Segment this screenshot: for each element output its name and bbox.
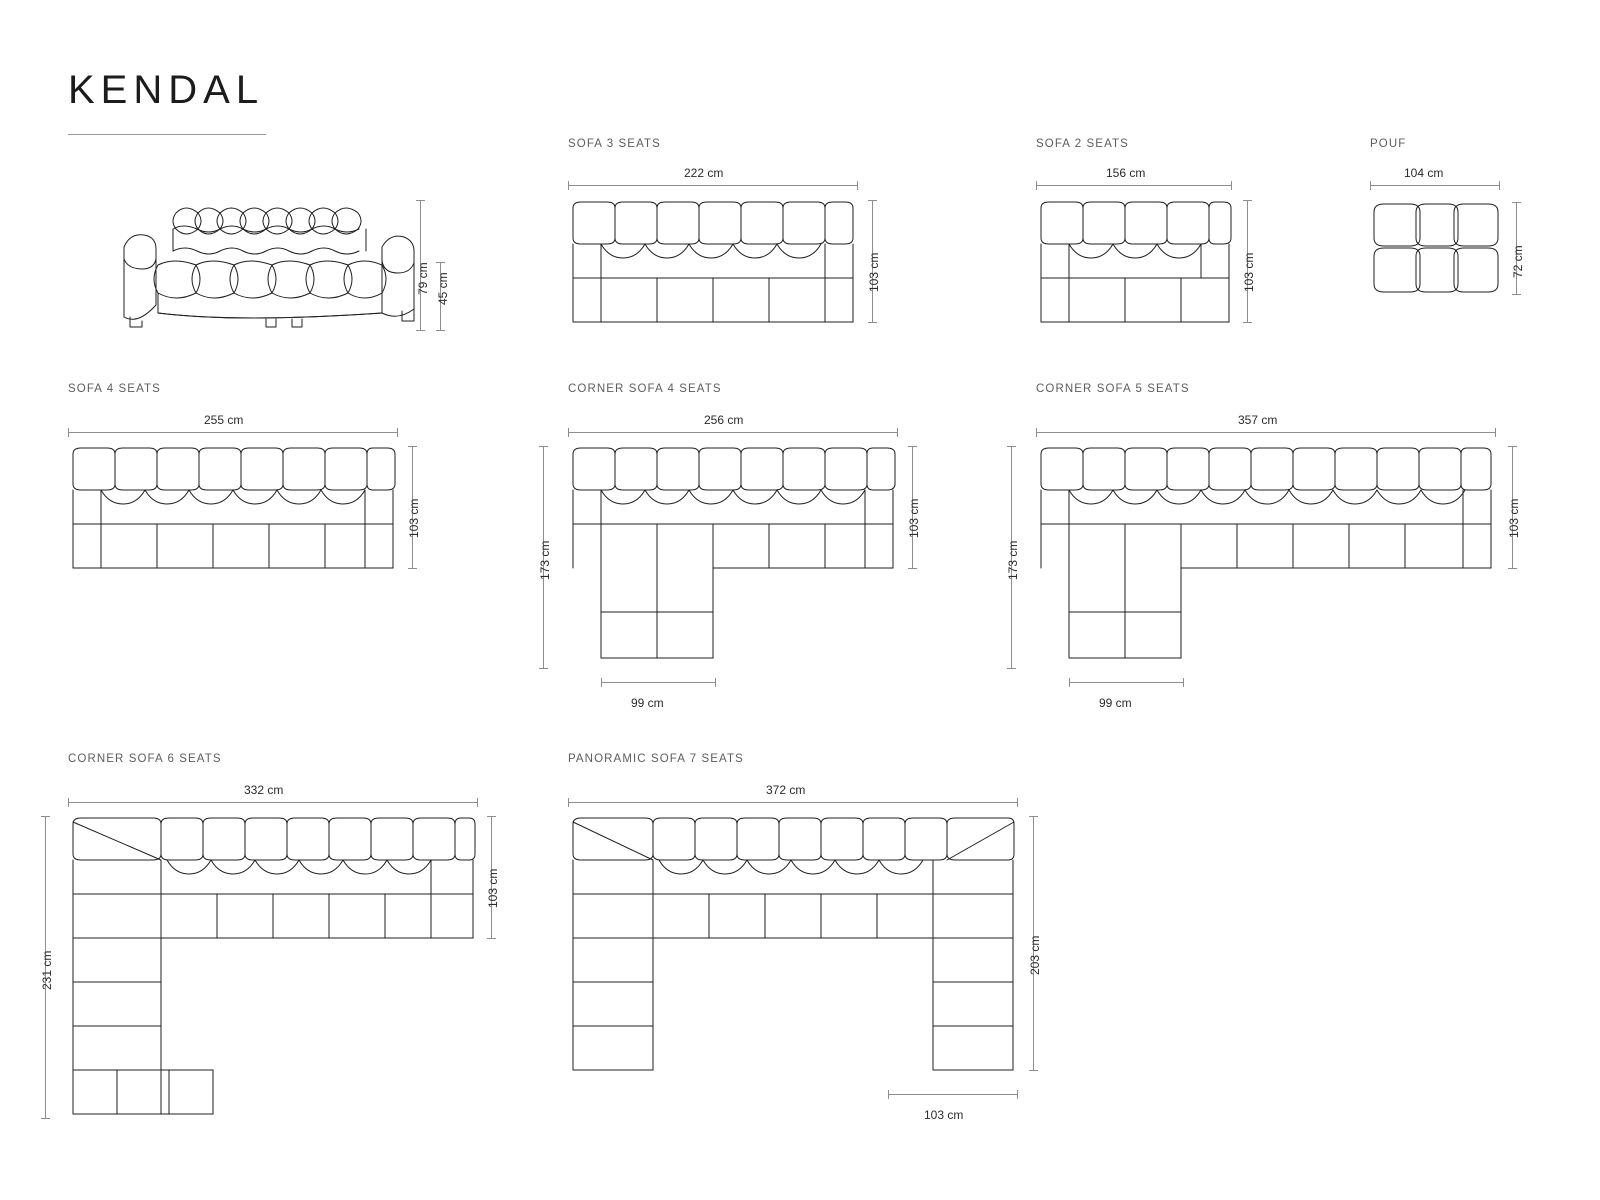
perspective-sofa-drawing	[60, 195, 400, 335]
corner4-width-tick-left	[568, 428, 569, 437]
corner5-dim-arm-width: 99 cm	[1099, 696, 1132, 710]
sofa3-depth-tick-top	[868, 200, 877, 201]
pouf-width-line	[1370, 185, 1500, 186]
persp-dim-tick-bottom	[416, 330, 425, 331]
sofa2-width-tick-right	[1231, 181, 1232, 190]
persp-dim-tick-seat-top	[436, 262, 445, 263]
panoramic-arm-tick-right	[1017, 1090, 1018, 1099]
sofa4-depth-tick-bottom	[408, 568, 417, 569]
corner4-dim-width: 256 cm	[704, 413, 744, 427]
label-corner-sofa-6-seats: CORNER SOFA 6 SEATS	[68, 753, 222, 765]
sofa-2-seats-drawing	[1038, 200, 1232, 330]
pouf-depth-tick-top	[1512, 202, 1521, 203]
corner6-total-depth-tick-bottom	[41, 1118, 50, 1119]
panoramic-width-line	[568, 802, 1018, 803]
persp-dim-79: 79 cm	[416, 262, 430, 295]
title-divider	[68, 134, 266, 135]
corner4-dim-arm-width: 99 cm	[631, 696, 664, 710]
label-pouf: POUF	[1370, 138, 1407, 150]
corner6-total-depth-tick-top	[41, 816, 50, 817]
pouf-dim-depth: 72 cm	[1511, 245, 1525, 278]
sofa2-dim-depth: 103 cm	[1242, 252, 1256, 292]
pouf-width-tick-right	[1499, 181, 1500, 190]
corner6-depth-tick-top	[487, 816, 496, 817]
corner4-width-line	[568, 432, 898, 433]
sofa4-dim-width: 255 cm	[204, 413, 244, 427]
corner4-arm-width-line	[601, 682, 716, 683]
corner5-depth-tick-bottom	[1508, 568, 1517, 569]
corner4-total-depth-tick-top	[539, 446, 548, 447]
pouf-dim-width: 104 cm	[1404, 166, 1444, 180]
corner6-dim-depth: 103 cm	[486, 868, 500, 908]
corner6-width-line	[68, 802, 478, 803]
corner6-width-tick-right	[477, 798, 478, 807]
corner5-arm-width-line	[1069, 682, 1184, 683]
sofa4-width-line	[68, 432, 398, 433]
pouf-width-tick-left	[1370, 181, 1371, 190]
corner4-width-tick-right	[897, 428, 898, 437]
sofa4-width-tick-right	[397, 428, 398, 437]
page-title: KENDAL	[68, 68, 265, 112]
sofa3-width-tick-left	[568, 181, 569, 190]
sofa4-dim-depth: 103 cm	[407, 498, 421, 538]
corner4-depth-tick-bottom	[908, 568, 917, 569]
corner4-dim-depth: 103 cm	[907, 498, 921, 538]
title-block	[68, 68, 266, 135]
label-corner-sofa-4-seats: CORNER SOFA 4 SEATS	[568, 383, 722, 395]
panoramic-arm-width-line	[888, 1094, 1018, 1095]
sofa3-dim-width: 222 cm	[684, 166, 724, 180]
panoramic-depth-tick-bottom	[1029, 1070, 1038, 1071]
pouf-drawing	[1372, 202, 1500, 306]
corner5-total-depth-tick-top	[1007, 446, 1016, 447]
corner5-width-tick-right	[1495, 428, 1496, 437]
sofa2-width-tick-left	[1036, 181, 1037, 190]
sofa4-width-tick-left	[68, 428, 69, 437]
corner4-arm-tick-right	[715, 678, 716, 687]
corner4-dim-total-depth: 173 cm	[538, 540, 552, 580]
sofa-4-seats-drawing	[70, 446, 396, 576]
corner6-depth-tick-bottom	[487, 938, 496, 939]
sofa3-dim-depth: 103 cm	[867, 252, 881, 292]
sofa2-depth-tick-top	[1243, 200, 1252, 201]
corner4-total-depth-tick-bottom	[539, 668, 548, 669]
corner5-dim-width: 357 cm	[1238, 413, 1278, 427]
panoramic-width-tick-left	[568, 798, 569, 807]
label-sofa-4-seats: SOFA 4 SEATS	[68, 383, 161, 395]
sofa4-depth-tick-top	[408, 446, 417, 447]
corner5-dim-depth: 103 cm	[1507, 498, 1521, 538]
corner6-dim-width: 332 cm	[244, 783, 284, 797]
persp-dim-45: 45 cm	[436, 272, 450, 305]
panoramic-dim-arm-width: 103 cm	[924, 1108, 964, 1122]
corner5-dim-total-depth: 173 cm	[1006, 540, 1020, 580]
label-panoramic-sofa-7-seats: PANORAMIC SOFA 7 SEATS	[568, 753, 744, 765]
sofa3-depth-tick-bottom	[868, 322, 877, 323]
label-sofa-3-seats: SOFA 3 SEATS	[568, 138, 661, 150]
panoramic-dim-depth: 203 cm	[1028, 935, 1042, 975]
corner-sofa-6-seats-drawing	[70, 816, 476, 1122]
panoramic-dim-width: 372 cm	[766, 783, 806, 797]
corner5-width-tick-left	[1036, 428, 1037, 437]
panoramic-arm-tick-left	[888, 1090, 889, 1099]
corner5-arm-tick-left	[1069, 678, 1070, 687]
corner5-arm-tick-right	[1183, 678, 1184, 687]
panoramic-sofa-7-seats-drawing	[570, 816, 1016, 1084]
label-sofa-2-seats: SOFA 2 SEATS	[1036, 138, 1129, 150]
sofa2-dim-width: 156 cm	[1106, 166, 1146, 180]
persp-dim-tick-seat-bottom	[436, 330, 445, 331]
corner4-arm-tick-left	[601, 678, 602, 687]
corner6-width-tick-left	[68, 798, 69, 807]
persp-dim-tick-top	[416, 200, 425, 201]
pouf-depth-tick-bottom	[1512, 294, 1521, 295]
sofa3-width-line	[568, 185, 858, 186]
corner6-dim-total-depth: 231 cm	[40, 950, 54, 990]
corner5-depth-tick-top	[1508, 446, 1517, 447]
panoramic-depth-tick-top	[1029, 816, 1038, 817]
corner5-total-depth-tick-bottom	[1007, 668, 1016, 669]
sofa2-depth-tick-bottom	[1243, 322, 1252, 323]
label-corner-sofa-5-seats: CORNER SOFA 5 SEATS	[1036, 383, 1190, 395]
sofa-3-seats-drawing	[570, 200, 856, 330]
corner-sofa-4-seats-drawing	[570, 446, 896, 672]
sofa3-width-tick-right	[857, 181, 858, 190]
corner5-width-line	[1036, 432, 1496, 433]
sofa2-width-line	[1036, 185, 1232, 186]
corner4-depth-tick-top	[908, 446, 917, 447]
corner-sofa-5-seats-drawing	[1038, 446, 1494, 672]
panoramic-width-tick-right	[1017, 798, 1018, 807]
